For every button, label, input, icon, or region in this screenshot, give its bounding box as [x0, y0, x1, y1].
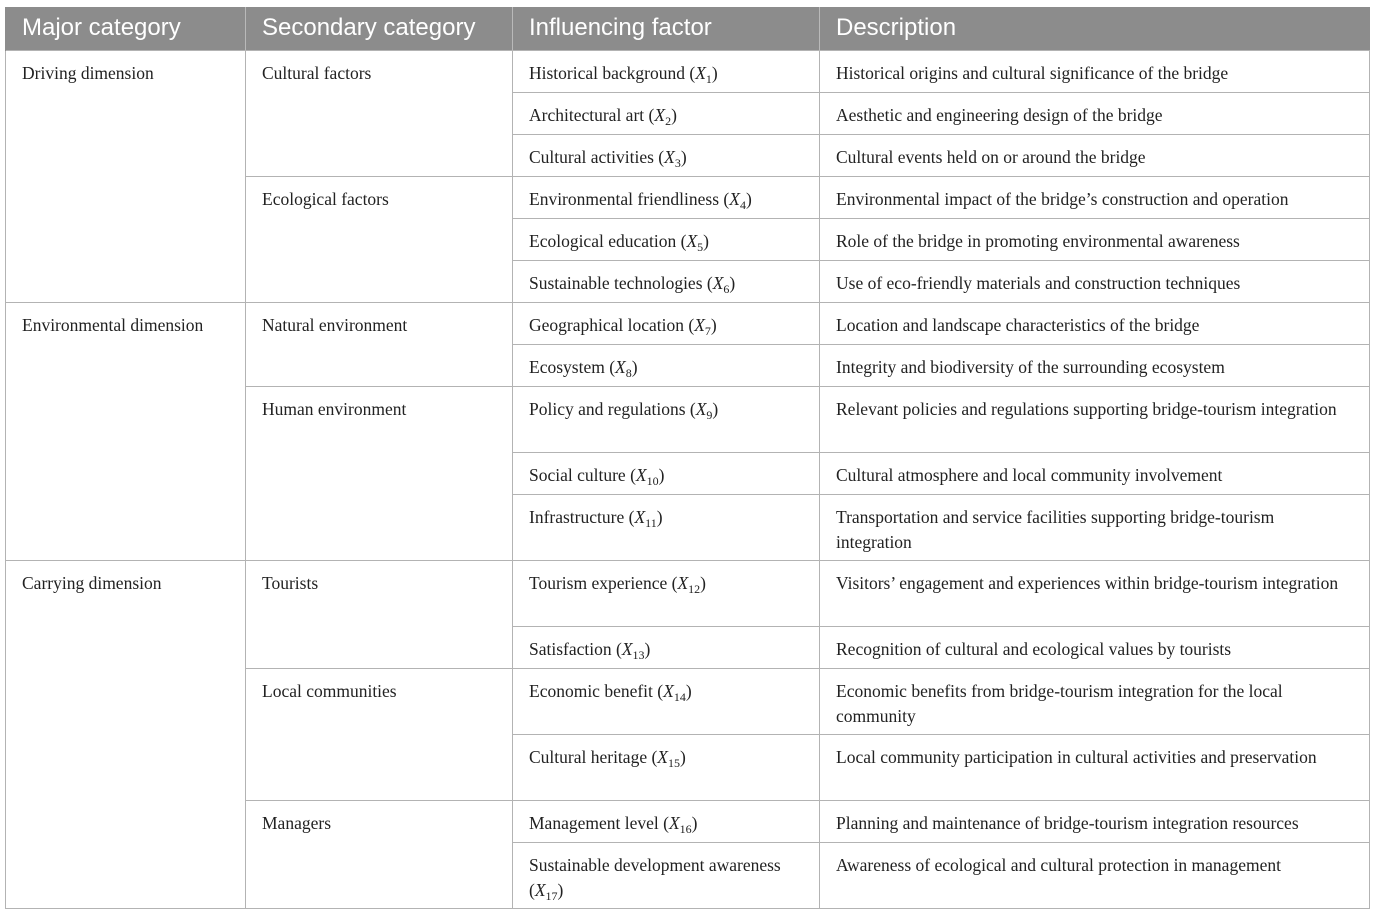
factor-name: Satisfaction	[529, 638, 612, 659]
factor-variable-index: 15	[668, 755, 680, 770]
factor-name: Management level	[529, 812, 659, 833]
factor-name: Infrastructure	[529, 506, 625, 527]
header-row	[6, 7, 1370, 50]
factor-name: Ecological education	[529, 230, 677, 251]
influencing-factor-cell: Satisfaction $(X_{13})$	[513, 626, 820, 668]
factor-variable: X	[664, 146, 675, 167]
factor-variable: X	[695, 398, 707, 419]
factor-name: Ecosystem	[529, 356, 605, 377]
description-cell: Environmental impact of the bridge’s construction and operation	[820, 176, 1370, 218]
factor-name: Tourism experience	[529, 572, 668, 593]
influencing-factor-cell: Sustainable technologies $(X_6)$	[513, 260, 820, 302]
factor-variable-index: 9	[706, 407, 713, 422]
factor-name: Policy and regulations	[529, 398, 686, 419]
secondary-category-cell: Managers	[246, 800, 513, 908]
factor-variable: X	[694, 314, 705, 335]
factor-variable-index: 8	[625, 365, 632, 380]
description-cell: Visitors’ engagement and experiences within bridge-tourism integration	[820, 560, 1370, 626]
description-cell: Location and landscape characteristics of the bridge	[820, 302, 1370, 344]
influencing-factor-cell: Infrastructure $(X_{11})$	[513, 494, 820, 560]
factor-name: Cultural activities	[529, 146, 654, 167]
major-category-cell: Environmental dimension	[6, 302, 246, 560]
influencing-factor-cell: Economic benefit $(X_{14})$	[513, 668, 820, 734]
secondary-category-cell: Ecological factors	[246, 176, 513, 302]
secondary-category-cell: Tourists	[246, 560, 513, 668]
factor-variable-index: 14	[673, 689, 686, 704]
description-cell: Historical origins and cultural significance of the bridge	[820, 50, 1370, 92]
influencing-factor-cell: Sustainable development awareness $(X_{17})$	[513, 842, 820, 908]
influencing-factor-cell: Cultural heritage $(X_{15})$	[513, 734, 820, 800]
factor-name: Economic benefit	[529, 680, 653, 701]
description-cell: Cultural atmosphere and local community involvement	[820, 452, 1370, 494]
factor-name: Sustainable technologies	[529, 272, 703, 293]
influencing-factor-cell: Geographical location $(X_7)$	[513, 302, 820, 344]
major-category-cell: Driving dimension	[6, 50, 246, 302]
factor-variable-index: 5	[697, 239, 704, 254]
influencing-factor-cell: Ecological education $(X_5)$	[513, 218, 820, 260]
influencing-factor-cell: Ecosystem $(X_8)$	[513, 344, 820, 386]
factor-variable: X	[634, 506, 646, 527]
influencing-factor-cell: Social culture $(X_{10})$	[513, 452, 820, 494]
factor-variable-index: 1	[705, 71, 712, 86]
factor-variable: X	[534, 879, 546, 900]
table-row	[6, 302, 1370, 344]
description-cell: Use of eco-friendly materials and construction techniques	[820, 260, 1370, 302]
factor-variable-index: 13	[632, 647, 645, 662]
influencing-factor-cell: Architectural art $(X_2)$	[513, 92, 820, 134]
factor-variable: X	[668, 812, 680, 833]
factor-variable-index: 10	[646, 473, 659, 488]
table-row	[6, 50, 1370, 92]
influencing-factor-cell: Environmental friendliness $(X_4)$	[513, 176, 820, 218]
header-secondary-category: Secondary category	[246, 7, 513, 50]
header-description: Description	[820, 7, 1370, 50]
factor-variable-index: 4	[739, 197, 746, 212]
description-cell: Planning and maintenance of bridge-tourism integration resources	[820, 800, 1370, 842]
factor-variable-index: 6	[723, 281, 730, 296]
description-cell: Local community participation in cultural activities and preservation	[820, 734, 1370, 800]
factor-name: Historical background	[529, 62, 685, 83]
factor-variable-index: 17	[545, 888, 558, 903]
factor-variable: X	[615, 356, 626, 377]
influencing-factor-cell: Policy and regulations $(X_9)$	[513, 386, 820, 452]
table-body	[6, 50, 1370, 908]
secondary-category-cell: Natural environment	[246, 302, 513, 386]
factor-variable: X	[663, 680, 674, 701]
factor-variable: X	[635, 464, 647, 485]
description-cell: Awareness of ecological and cultural protection in management	[820, 842, 1370, 908]
major-category-cell: Carrying dimension	[6, 560, 246, 908]
factor-variable: X	[712, 272, 724, 293]
influencing-factor-cell: Historical background $(X_1)$	[513, 50, 820, 92]
description-cell: Role of the bridge in promoting environmental awareness	[820, 218, 1370, 260]
factor-variable: X	[695, 62, 706, 83]
influencing-factor-cell: Cultural activities $(X_3)$	[513, 134, 820, 176]
factor-variable: X	[654, 104, 666, 125]
factor-variable-index: 16	[679, 821, 692, 836]
factor-variable: X	[729, 188, 740, 209]
factor-name: Geographical location	[529, 314, 685, 335]
description-cell: Relevant policies and regulations supporting bridge-tourism integration	[820, 386, 1370, 452]
factor-name: Social culture	[529, 464, 626, 485]
secondary-category-cell: Human environment	[246, 386, 513, 560]
factor-variable-index: 7	[704, 323, 711, 338]
influencing-factors-table	[5, 7, 1370, 909]
factor-variable: X	[657, 746, 668, 767]
secondary-category-cell: Local communities	[246, 668, 513, 800]
secondary-category-cell: Cultural factors	[246, 50, 513, 176]
description-cell: Aesthetic and engineering design of the bridge	[820, 92, 1370, 134]
factor-variable-index: 2	[665, 113, 672, 128]
factor-variable-index: 3	[674, 155, 681, 170]
factor-name: Environmental friendliness	[529, 188, 720, 209]
header-major-category: Major category	[6, 7, 246, 50]
description-cell: Integrity and biodiversity of the surrounding ecosystem	[820, 344, 1370, 386]
header-influencing-factor: Influencing factor	[513, 7, 820, 50]
description-cell: Economic benefits from bridge-tourism integration for the local community	[820, 668, 1370, 734]
description-cell: Transportation and service facilities supporting bridge-tourism integration	[820, 494, 1370, 560]
factor-variable-index: 11	[645, 515, 657, 530]
factor-name: Cultural heritage	[529, 746, 648, 767]
description-cell: Cultural events held on or around the bridge	[820, 134, 1370, 176]
factor-variable: X	[686, 230, 698, 251]
influencing-factor-cell: Tourism experience $(X_{12})$	[513, 560, 820, 626]
factor-name: Sustainable development awareness	[529, 854, 781, 875]
factor-variable: X	[621, 638, 633, 659]
factor-name: Architectural art	[529, 104, 645, 125]
factor-variable: X	[677, 572, 689, 593]
description-cell: Recognition of cultural and ecological values by tourists	[820, 626, 1370, 668]
factor-variable-index: 12	[688, 581, 701, 596]
table-row	[6, 560, 1370, 626]
influencing-factor-cell: Management level $(X_{16})$	[513, 800, 820, 842]
